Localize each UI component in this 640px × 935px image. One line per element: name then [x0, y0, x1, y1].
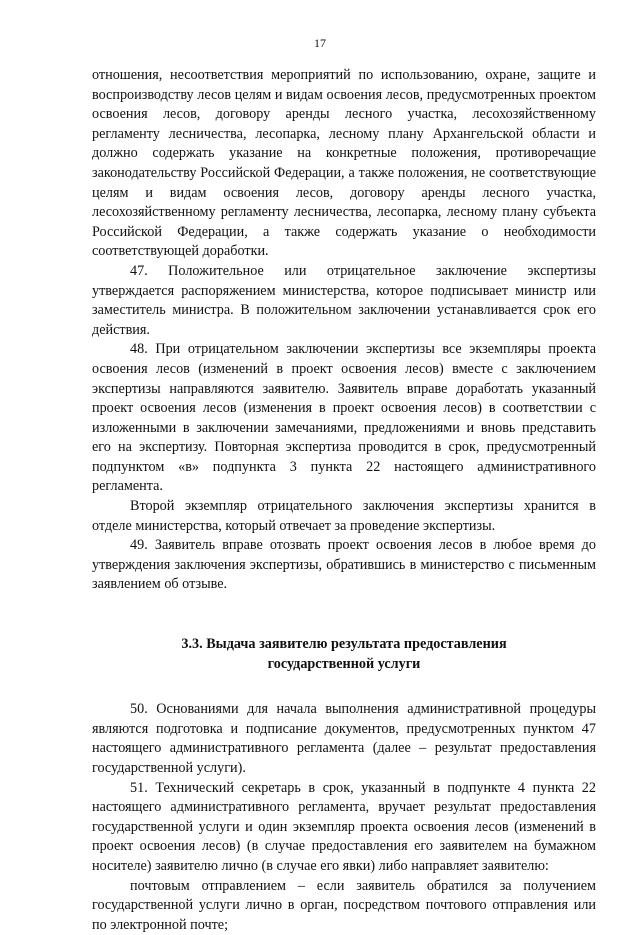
- paragraph-continuation: отношения, несоответствия мероприятий по использованию, охране, защите и воспроизводству лесов целям и видам освоения лесов, предусмотренных проектом освоения лесов, договору аренды лесного участка, лесохозяйственному регламенту лесничества, лесопарка, лесному плану Архангельской области и должно содержать указание на конкретные положения, противоречащие законодательству Российской Федерации, а также положения, не соответствующие целям и видам освоения лесов, договору аренды лесного участка, лесохозяйственному регламенту лесничества, лесопарка, лесному плану субъекта Российской Федерации, а также содержать указание о необходимости соответствующей доработки.: [92, 67, 596, 260]
- document-body: [92, 66, 596, 935]
- paragraph-postal: почтовым отправлением – если заявитель обратился за получением государственной услуги лично в орган, посредством почтового отправления или по электронной почте;: [92, 877, 596, 933]
- paragraphs-before-heading: [92, 66, 596, 595]
- paragraph-48-second: Второй экземпляр отрицательного заключения экспертизы хранится в отделе министерства, который отвечает за проведение экспертизы.: [92, 498, 596, 534]
- section-heading-line-2: государственной услуги: [267, 655, 421, 672]
- paragraphs-after-heading: [92, 700, 596, 935]
- paragraph-49: 49. Заявитель вправе отозвать проект освоения лесов в любое время до утверждения заключения экспертизы, обратившись в министерство с письменным заявлением об отзыве.: [92, 537, 596, 593]
- section-heading: [92, 635, 596, 674]
- paragraph-48: 48. При отрицательном заключении экспертизы все экземпляры проекта освоения лесов (изменений в проект освоения лесов) вместе с заключением экспертизы направляются заявителю. Заявитель вправе доработать указанный проект освоения лесов (изменения в проект освоения лесов) в соответствии с изложенными в заключении замечаниями, предложениями и вновь представить его на экспертизу. Повторная экспертиза проводится в срок, предусмотренный подпунктом «в» подпункта 3 пункта 22 настоящего административного регламента.: [92, 341, 596, 495]
- paragraph-51: 51. Технический секретарь в срок, указанный в подпункте 4 пункта 22 настоящего административного регламента, вручает результат предоставления государственной услуги и один экземпляр проекта освоения лесов (изменений в проект освоения лесов) (в случае предоставления его заявителем на бумажном носителе) заявителю лично (в случае его явки) либо направляет заявителю:: [92, 779, 596, 874]
- page-number: 17: [314, 36, 326, 50]
- paragraph-47: 47. Положительное или отрицательное заключение экспертизы утверждается распоряжением министерства, которое подписывает министр или заместитель министра. В положительном заключении устанавливается срок его действия.: [92, 262, 596, 338]
- section-heading-line-1: 3.3. Выдача заявителю результата предоставления: [181, 636, 507, 653]
- paragraph-50: 50. Основаниями для начала выполнения административной процедуры являются подготовка и подписание документов, предусмотренных пунктом 47 настоящего административного регламента (далее – результат предоставления государственной услуги).: [92, 701, 596, 776]
